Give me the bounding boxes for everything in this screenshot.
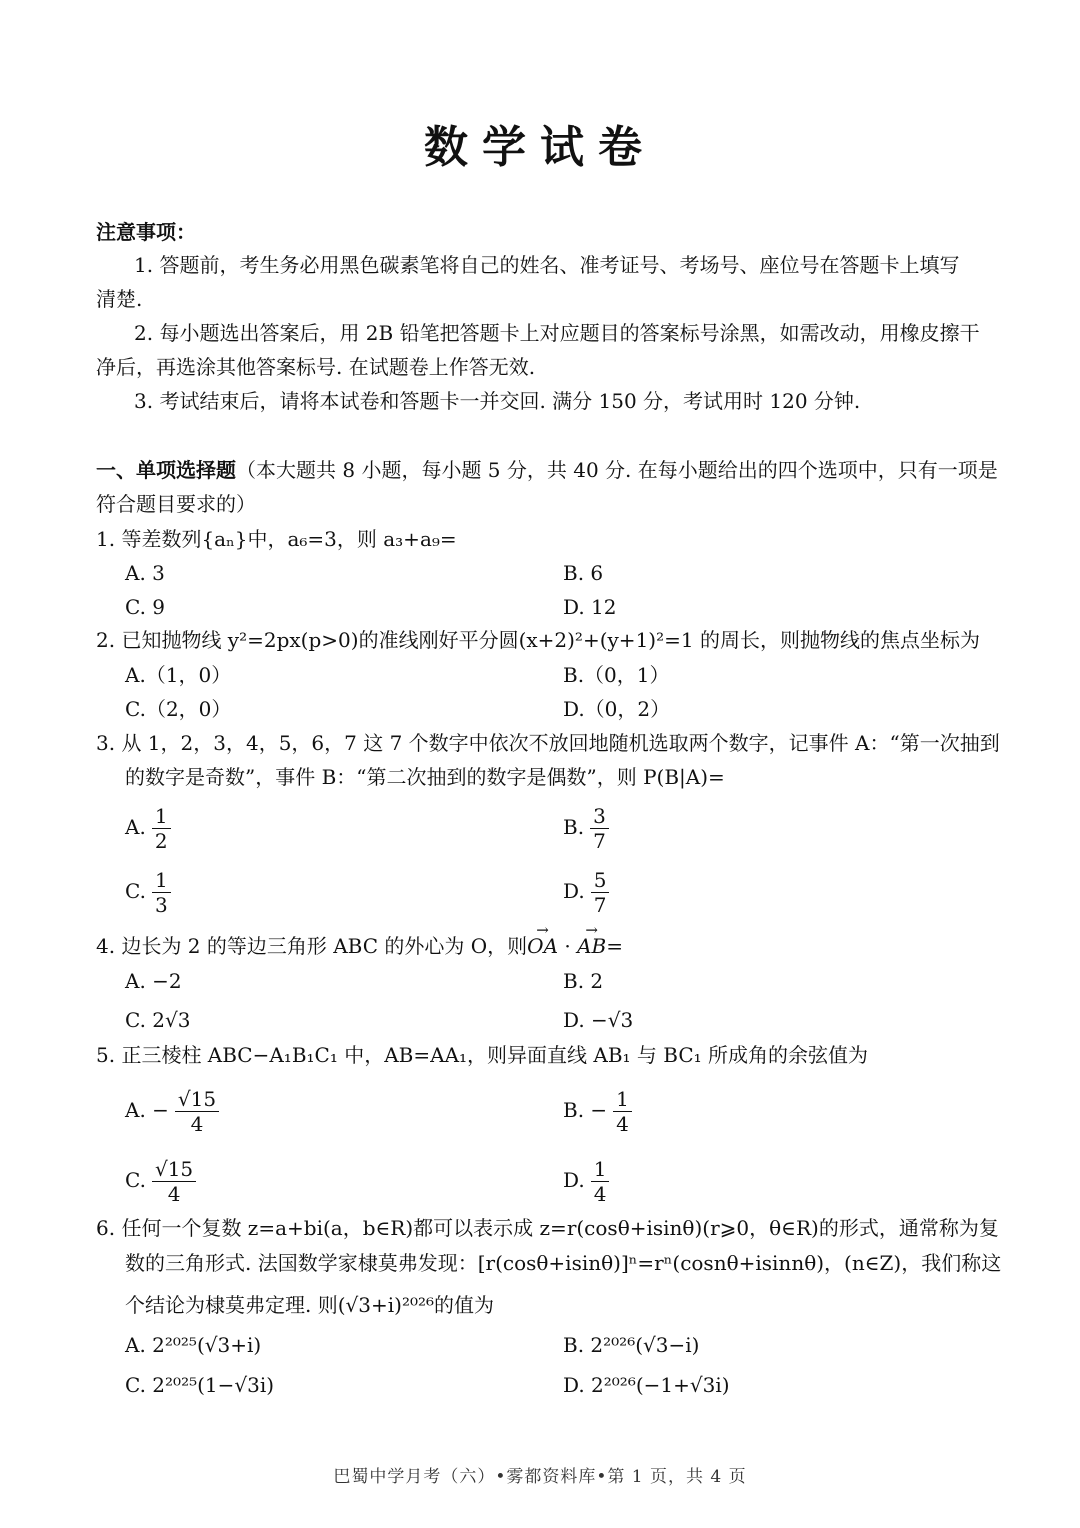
notice-item: 1. 答题前，考生务必用黑色碳素笔将自己的姓名、准考证号、考场号、座位号在答题卡上填写: [134, 253, 960, 277]
stem-text: =: [606, 934, 623, 958]
denominator: 2: [154, 829, 168, 853]
option-b: [563, 802, 609, 853]
question-6-stem-line2: 数的三角形式. 法国数学家棣莫弗发现：[r(cosθ+isinθ)]ⁿ=rⁿ(cosnθ+isinnθ)，(n∈Z)，我们称这: [125, 1251, 1002, 1275]
numerator: 1: [152, 868, 171, 893]
option-label: C.: [125, 879, 146, 903]
option-d: [563, 1155, 609, 1206]
option-a: A. 2²⁰²⁵(√3+i): [125, 1333, 262, 1357]
notice-item: 清楚.: [96, 287, 143, 311]
option-b: B. 6: [563, 561, 604, 585]
question-6-stem-line3: 个结论为棣莫弗定理. 则(√3+i)²⁰²⁶的值为: [125, 1293, 495, 1317]
question-3-stem: 3. 从 1，2，3，4，5，6，7 这 7 个数字中依次不放回地随机选取两个数字，记事件 A：“第一次抽到: [96, 731, 1000, 755]
denominator: 3: [154, 893, 168, 917]
numerator: √15: [152, 1157, 196, 1182]
numerator: 1: [613, 1087, 632, 1112]
numerator: 1: [152, 804, 171, 829]
option-a: [125, 1085, 219, 1136]
option-b: [563, 1085, 632, 1136]
fraction: [152, 1157, 196, 1206]
numerator: 5: [591, 868, 610, 893]
option-c: C.（2，0）: [125, 697, 232, 721]
option-b: B. 2²⁰²⁶(√3−i): [563, 1333, 700, 1357]
numerator: 1: [591, 1157, 610, 1182]
option-c: C. 2√3: [125, 1008, 191, 1032]
question-3-stem-line2: 的数字是奇数”，事件 B：“第二次抽到的数字是偶数”，则 P(B|A)=: [125, 765, 725, 789]
denominator: 4: [167, 1182, 181, 1206]
dot-operator: ·: [558, 934, 578, 958]
option-label: C.: [125, 1168, 146, 1192]
option-a: [125, 802, 171, 853]
fraction: [175, 1087, 219, 1136]
question-4-stem: [96, 933, 623, 959]
option-label: A. −: [125, 1098, 169, 1122]
notice-item: 2. 每小题选出答案后，用 2B 铅笔把答题卡上对应题目的答案标号涂黑，如需改动，用橡皮擦干: [134, 321, 980, 345]
option-label: B. −: [563, 1098, 608, 1122]
fraction: [152, 868, 171, 917]
option-d: [563, 866, 609, 917]
notice-heading: 注意事项：: [96, 220, 196, 244]
stem-text: 4. 边长为 2 的等边三角形 ABC 的外心为 O，则: [96, 934, 528, 958]
option-label: B.: [563, 815, 585, 839]
option-label: D.: [563, 879, 585, 903]
numerator: √15: [175, 1087, 219, 1112]
option-d: D. −√3: [563, 1008, 634, 1032]
exam-title: 数学试卷: [424, 122, 656, 173]
option-d: D. 2²⁰²⁶(−1+√3i): [563, 1373, 730, 1397]
option-c: C. 2²⁰²⁵(1−√3i): [125, 1373, 275, 1397]
fraction: [613, 1087, 632, 1136]
notice-item: 3. 考试结束后，请将本试卷和答题卡一并交回. 满分 150 分，考试用时 120 分钟.: [134, 389, 861, 413]
fraction: [590, 804, 609, 853]
option-c: C. 9: [125, 595, 166, 619]
denominator: 7: [593, 829, 606, 853]
denominator: 4: [593, 1182, 607, 1206]
page-footer: 巴蜀中学月考（六）•雾都资料库•第 1 页，共 4 页: [333, 1467, 747, 1487]
numerator: 3: [590, 804, 609, 829]
option-a: A.（1，0）: [125, 663, 232, 687]
question-6-stem: 6. 任何一个复数 z=a+bi(a，b∈R)都可以表示成 z=r(cosθ+isinθ)(r⩾0，θ∈R)的形式，通常称为复: [96, 1216, 999, 1240]
denominator: 7: [593, 893, 607, 917]
option-b: B.（0，1）: [563, 663, 670, 687]
option-c: [125, 1155, 196, 1206]
question-1-stem: 1. 等差数列{aₙ}中，a₆=3，则 a₃+a₉=: [96, 527, 457, 551]
question-5-stem: 5. 正三棱柱 ABC−A₁B₁C₁ 中，AB=AA₁，则异面直线 AB₁ 与 BC₁ 所成角的余弦值为: [96, 1043, 869, 1067]
option-b: B. 2: [563, 969, 604, 993]
option-label: A.: [125, 815, 146, 839]
vector-ab: → AB: [577, 934, 606, 958]
vector-oa: → OA: [527, 934, 558, 958]
fraction: [152, 804, 171, 853]
option-d: D. 12: [563, 595, 617, 619]
option-a: A. 3: [125, 561, 165, 585]
fraction: [591, 1157, 610, 1206]
section-desc-line2: 符合题目要求的）: [96, 492, 256, 516]
question-2-stem: 2. 已知抛物线 y²=2px(p>0)的准线刚好平分圆(x+2)²+(y+1)²=1 的周长，则抛物线的焦点坐标为: [96, 628, 980, 652]
fraction: [591, 868, 610, 917]
option-c: [125, 866, 171, 917]
notice-item: 净后，再选涂其他答案标号. 在试题卷上作答无效.: [96, 355, 536, 379]
denominator: 4: [616, 1112, 629, 1136]
section-heading: [96, 457, 998, 483]
option-a: A. −2: [125, 969, 182, 993]
option-d: D.（0，2）: [563, 697, 671, 721]
denominator: 4: [190, 1112, 204, 1136]
option-label: D.: [563, 1168, 585, 1192]
section-title: 一、单项选择题: [96, 458, 236, 482]
section-desc: （本大题共 8 小题，每小题 5 分，共 40 分. 在每小题给出的四个选项中，只有一项是: [236, 458, 998, 482]
